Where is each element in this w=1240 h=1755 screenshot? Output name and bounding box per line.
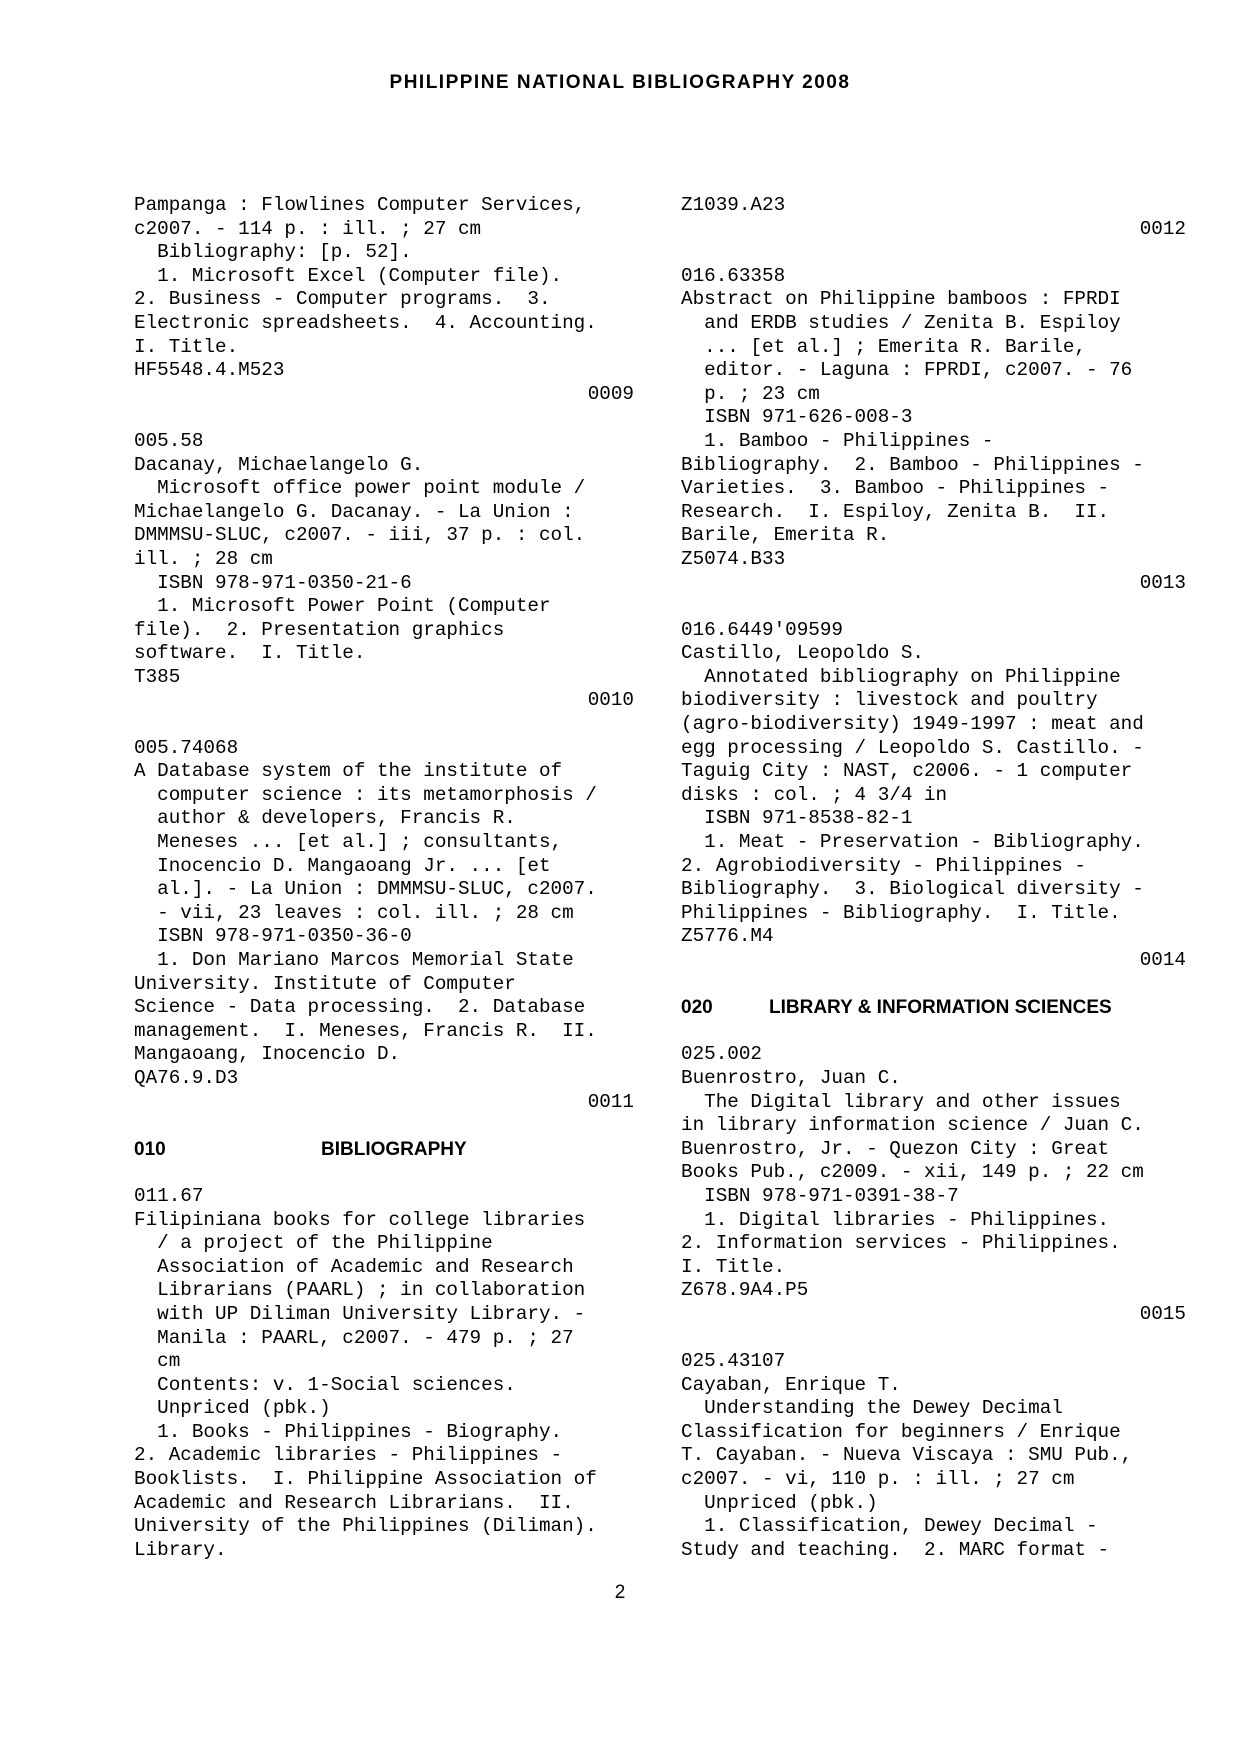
entry-number: 0014 [1139, 949, 1186, 971]
entry-line: 005.58 [134, 429, 204, 452]
entry-number: 0013 [1139, 571, 1186, 594]
entry-line: p. ; 23 cm [681, 382, 820, 405]
entry-text-block [134, 1185, 634, 1563]
entry-text-block [134, 737, 634, 1091]
entry-line: Barile, Emerita R. [681, 524, 890, 547]
entry-line: disks : col. ; 4 3/4 in [681, 783, 948, 806]
entry-line: Dacanay, Michaelangelo G. [134, 453, 424, 476]
entry-line: 025.002 [681, 1043, 762, 1066]
entry-line: Library. [134, 1538, 227, 1561]
entry-line: and ERDB studies / Zenita B. Espiloy [681, 311, 1121, 334]
right-column [681, 194, 1186, 1562]
entry-line: Contents: v. 1-Social sciences. [134, 1373, 516, 1396]
entry-line: 1. Digital libraries - Philippines. [681, 1208, 1110, 1231]
entry-line: in library information science / Juan C. [681, 1114, 1144, 1137]
entry-line: DMMMSU-SLUC, c2007. - iii, 37 p. : col. [134, 524, 586, 547]
entry-line: Abstract on Philippine bamboos : FPRDI [681, 288, 1121, 311]
entry-line: A Database system of the institute of [134, 760, 563, 783]
entry-line: Science - Data processing. 2. Database [134, 996, 586, 1019]
entry-number: 0012 [1139, 217, 1186, 240]
entry-line: editor. - Laguna : FPRDI, c2007. - 76 [681, 359, 1133, 382]
entry-line: T385 [134, 665, 181, 688]
entry-line: Unpriced (pbk.) [134, 1397, 331, 1420]
entry-line: Manila : PAARL, c2007. - 479 p. ; 27 [134, 1326, 574, 1349]
entry-line: I. Title. [681, 1255, 786, 1278]
left-column [134, 194, 634, 1562]
entry-line: (agro-biodiversity) 1949-1997 : meat and [681, 713, 1144, 736]
page-number: 2 [614, 1582, 626, 1603]
entry-line: Academic and Research Librarians. II. [134, 1491, 574, 1514]
entry-line: ISBN 978-971-0391-38-7 [681, 1184, 959, 1207]
entry-line: Michaelangelo G. Dacanay. - La Union : [134, 500, 574, 523]
entry-line: Study and teaching. 2. MARC format - [681, 1538, 1110, 1561]
entry-line: 016.63358 [681, 264, 786, 287]
entry-line: egg processing / Leopoldo S. Castillo. - [681, 736, 1144, 759]
entry-text-block [681, 194, 1186, 218]
entry-line: Cayaban, Enrique T. [681, 1373, 901, 1396]
entry-text-block [134, 430, 634, 690]
section-code: 010 [134, 1138, 166, 1160]
entry-line: University. Institute of Computer [134, 972, 516, 995]
entry-line: Bibliography. 2. Bamboo - Philippines - [681, 453, 1144, 476]
entry-line: Taguig City : NAST, c2006. - 1 computer [681, 760, 1133, 783]
entry-line: Research. I. Espiloy, Zenita B. II. [681, 500, 1110, 523]
section-title: BIBLIOGRAPHY [321, 1138, 467, 1160]
entry-line: Classification for beginners / Enrique [681, 1420, 1121, 1443]
entry-line: Books Pub., c2009. - xii, 149 p. ; 22 cm [681, 1161, 1144, 1184]
section-title: LIBRARY & INFORMATION SCIENCES [769, 997, 1112, 1019]
section-heading [134, 1138, 634, 1162]
entry-line: Librarians (PAARL) ; in collaboration [134, 1279, 586, 1302]
entry-line: software. I. Title. [134, 642, 366, 665]
entry-line: 1. Don Mariano Marcos Memorial State [134, 949, 574, 971]
entry-line: Varieties. 3. Bamboo - Philippines - [681, 477, 1110, 500]
entry-line: ISBN 978-971-0350-36-0 [134, 925, 412, 948]
entry-line: 2. Business - Computer programs. 3. [134, 288, 551, 311]
page-header: PHILIPPINE NATIONAL BIBLIOGRAPHY 2008 [389, 72, 851, 93]
entry-line: al.]. - La Union : DMMMSU-SLUC, c2007. [134, 878, 597, 901]
entry-line: c2007. - 114 p. : ill. ; 27 cm [134, 217, 482, 240]
section-code: 020 [681, 997, 713, 1019]
entry-text-block [681, 1043, 1186, 1303]
entry-text-block [681, 1350, 1186, 1562]
entry-text-block [134, 194, 634, 383]
entry-line: 1. Microsoft Excel (Computer file). [134, 264, 563, 287]
entry-line: computer science : its metamorphosis / [134, 783, 597, 806]
entry-line: 016.6449'09599 [681, 618, 843, 641]
entry-line: Z5776.M4 [681, 925, 774, 948]
entry-line: ISBN 978-971-0350-21-6 [134, 571, 412, 594]
entry-line: Buenrostro, Juan C. [681, 1066, 901, 1089]
entry-line: QA76.9.D3 [134, 1066, 239, 1089]
entry-line: - vii, 23 leaves : col. ill. ; 28 cm [134, 901, 574, 924]
entry-line: Bibliography. 3. Biological diversity - [681, 878, 1144, 901]
entry-line: Microsoft office power point module / [134, 477, 586, 500]
entry-number: 0010 [587, 689, 634, 712]
entry-line: cm [134, 1350, 181, 1373]
entry-line: T. Cayaban. - Nueva Viscaya : SMU Pub., [681, 1444, 1133, 1467]
entry-line: 025.43107 [681, 1350, 786, 1373]
entry-line: Castillo, Leopoldo S. [681, 642, 924, 665]
entry-line: 2. Agrobiodiversity - Philippines - [681, 854, 1086, 877]
entry-line: Pampanga : Flowlines Computer Services, [134, 194, 586, 216]
entry-line: 2. Academic libraries - Philippines - [134, 1444, 563, 1467]
entry-line: author & developers, Francis R. [134, 807, 516, 830]
entry-number: 0009 [587, 382, 634, 405]
entry-line: Z1039.A23 [681, 194, 786, 216]
entry-line: Understanding the Dewey Decimal [681, 1397, 1063, 1420]
entry-line: ill. ; 28 cm [134, 547, 273, 570]
entry-line: ... [et al.] ; Emerita R. Barile, [681, 335, 1086, 358]
entry-line: ISBN 971-8538-82-1 [681, 807, 913, 830]
entry-number: 0011 [587, 1090, 634, 1113]
entry-line: Filipiniana books for college libraries [134, 1208, 586, 1231]
entry-line: 1. Classification, Dewey Decimal - [681, 1515, 1098, 1538]
entry-line: I. Title. [134, 335, 239, 358]
entry-line: with UP Diliman University Library. - [134, 1302, 586, 1325]
entry-line: Z678.9A4.P5 [681, 1279, 809, 1302]
entry-line: 1. Bamboo - Philippines - [681, 429, 994, 452]
entry-line: management. I. Meneses, Francis R. II. [134, 1019, 597, 1042]
entry-line: The Digital library and other issues [681, 1090, 1121, 1113]
entry-line: Inocencio D. Mangaoang Jr. ... [et [134, 854, 551, 877]
entry-line: file). 2. Presentation graphics [134, 618, 505, 641]
entry-line: 1. Books - Philippines - Biography. [134, 1420, 563, 1443]
entry-line: Philippines - Bibliography. I. Title. [681, 901, 1121, 924]
entry-line: Z5074.B33 [681, 547, 786, 570]
entry-line: Unpriced (pbk.) [681, 1491, 878, 1514]
section-heading [681, 996, 1186, 1020]
entry-line: 005.74068 [134, 736, 239, 759]
entry-line: HF5548.4.M523 [134, 359, 285, 382]
entry-line: Buenrostro, Jr. - Quezon City : Great [681, 1137, 1110, 1160]
entry-line: 1. Meat - Preservation - Bibliography. [681, 831, 1144, 854]
entry-line: Booklists. I. Philippine Association of [134, 1468, 597, 1491]
entry-line: Association of Academic and Research [134, 1255, 574, 1278]
entry-line: Electronic spreadsheets. 4. Accounting. [134, 311, 597, 334]
entry-text-block [681, 265, 1186, 572]
entry-line: c2007. - vi, 110 p. : ill. ; 27 cm [681, 1468, 1075, 1491]
entry-number: 0015 [1139, 1302, 1186, 1325]
entry-text-block [681, 619, 1186, 949]
entry-line: 2. Information services - Philippines. [681, 1232, 1121, 1255]
entry-line: / a project of the Philippine [134, 1232, 493, 1255]
entry-line: 1. Microsoft Power Point (Computer [134, 595, 551, 618]
entry-line: biodiversity : livestock and poultry [681, 689, 1098, 712]
entry-line: Annotated bibliography on Philippine [681, 665, 1121, 688]
entry-line: Mangaoang, Inocencio D. [134, 1043, 401, 1066]
entry-line: Meneses ... [et al.] ; consultants, [134, 831, 563, 854]
entry-line: ISBN 971-626-008-3 [681, 406, 913, 429]
entry-line: 011.67 [134, 1184, 204, 1207]
entry-line: Bibliography: [p. 52]. [134, 241, 412, 264]
entry-line: University of the Philippines (Diliman). [134, 1515, 597, 1538]
